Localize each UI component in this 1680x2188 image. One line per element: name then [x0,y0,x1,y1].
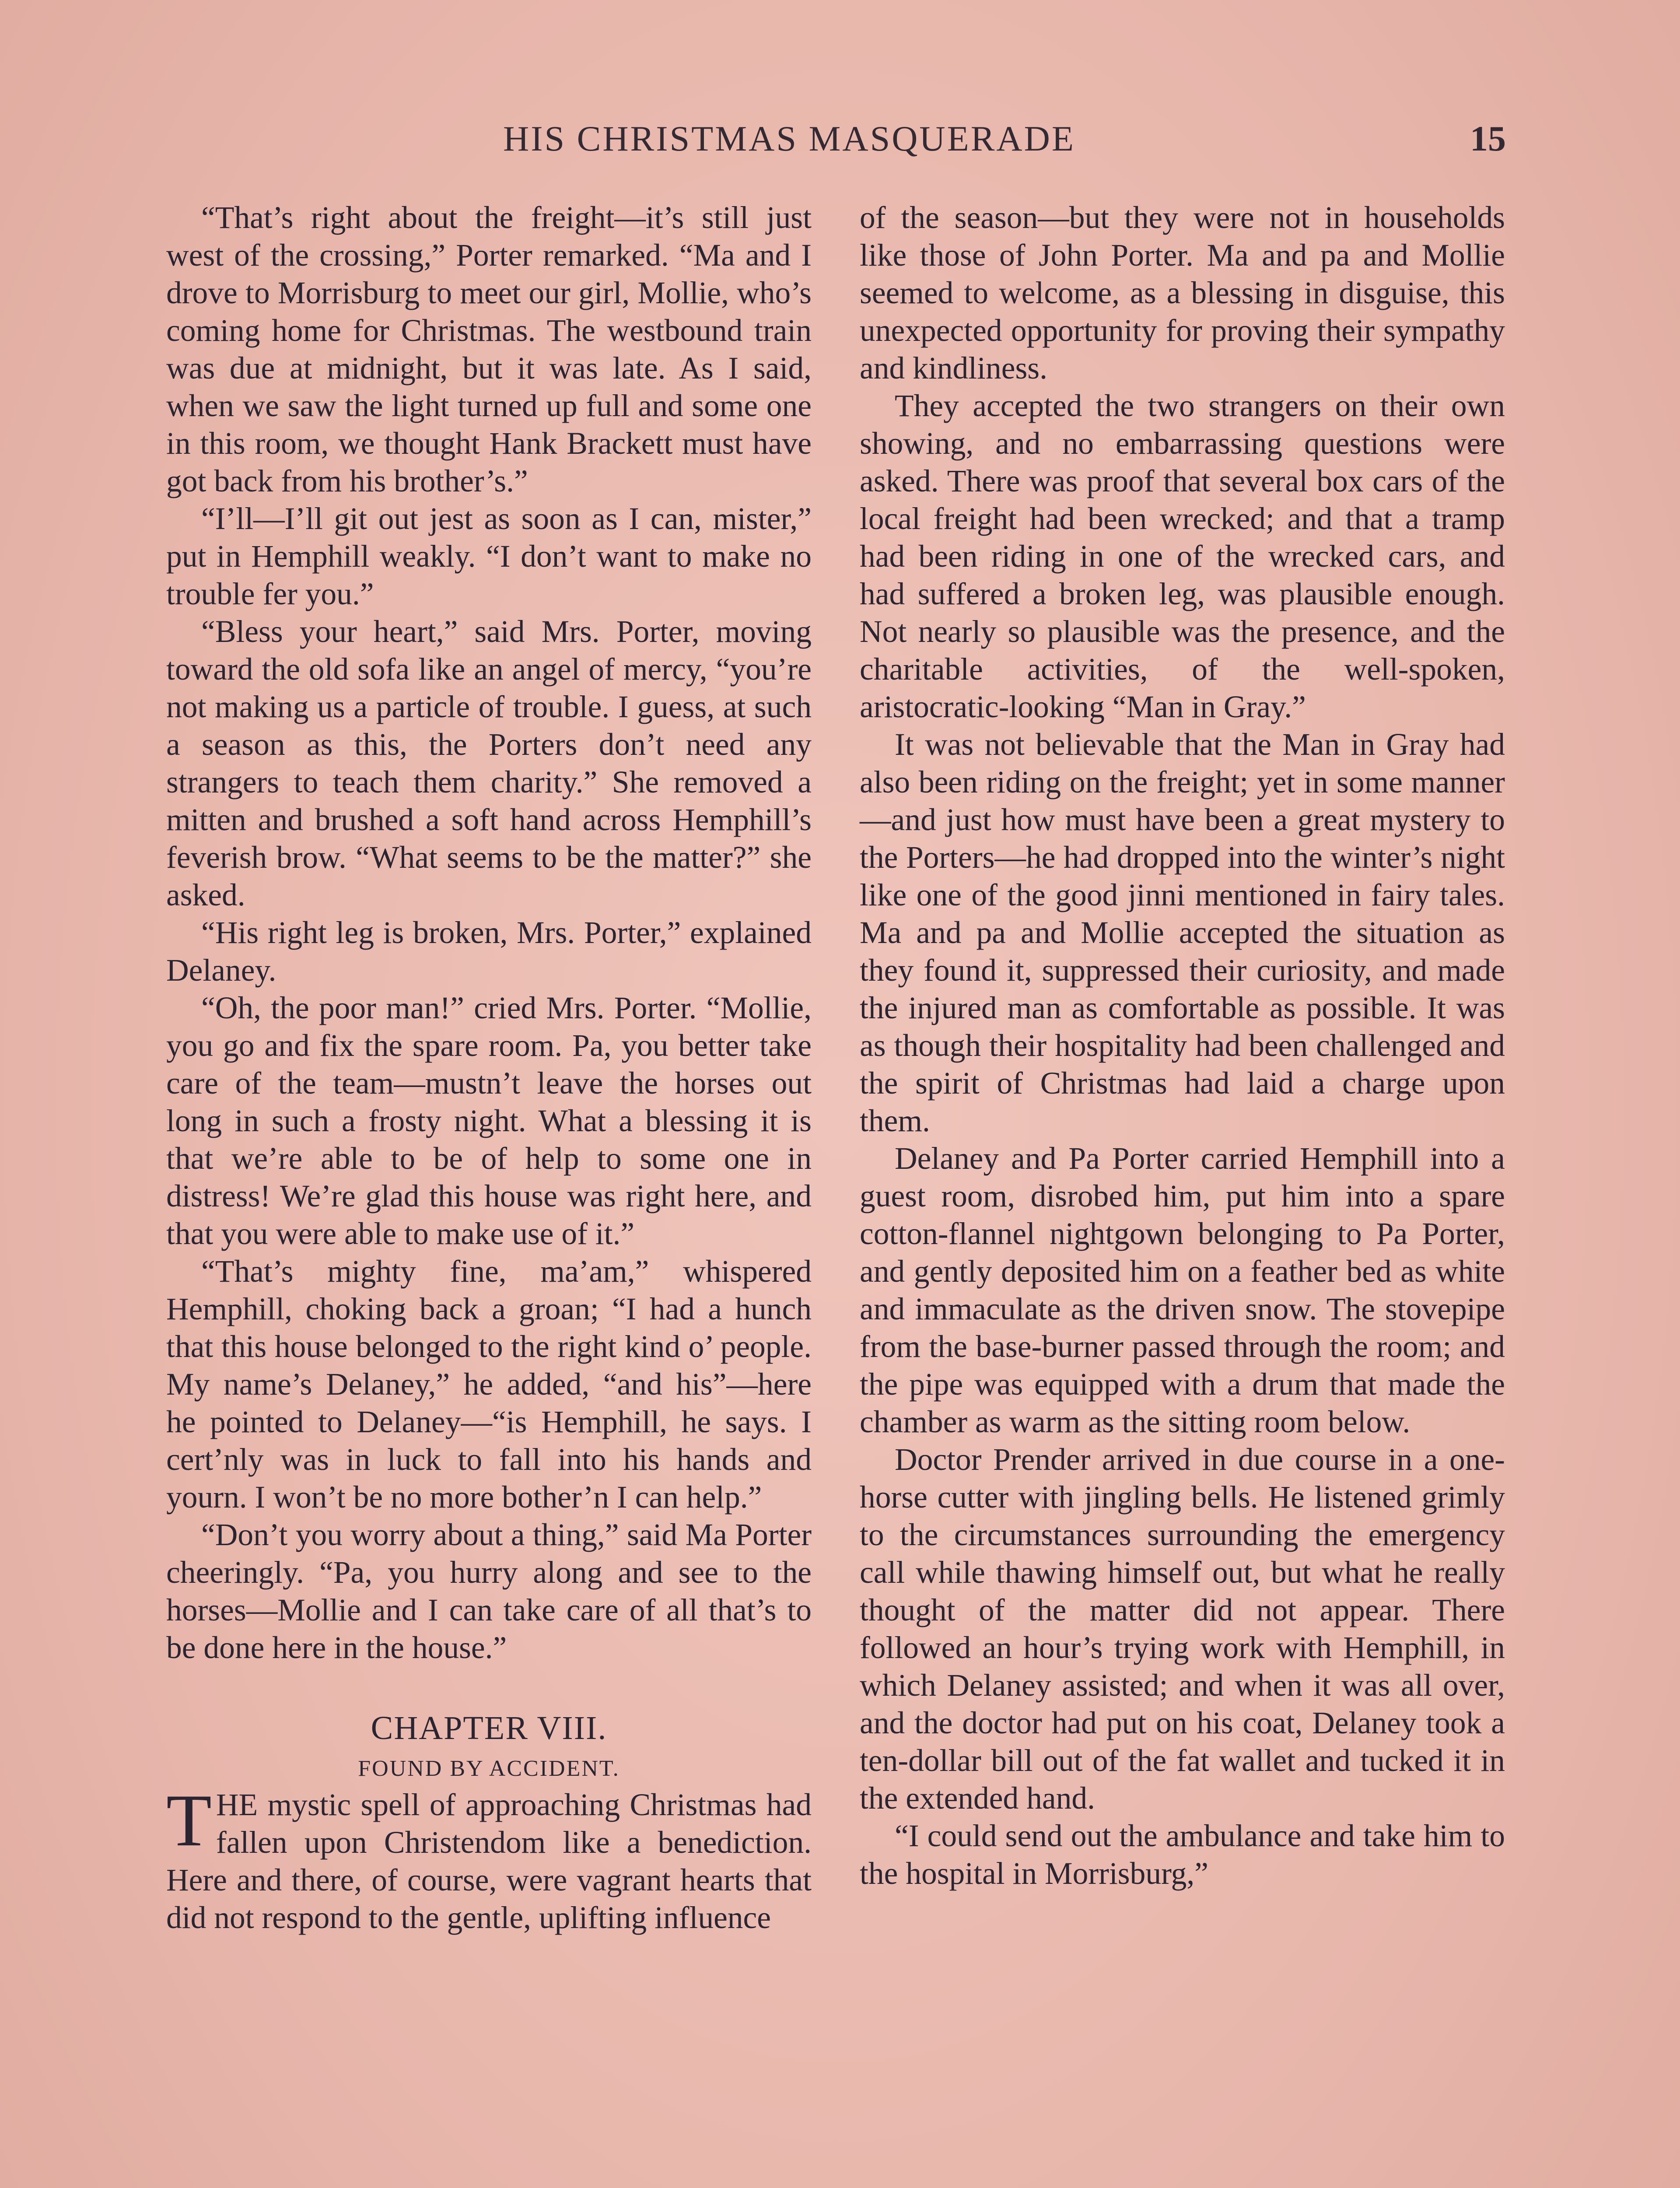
paragraph: “That’s right about the freight—it’s still just west of the crossing,” Porter remarked. “Ma and I drove to Morrisburg to meet our girl, Mollie, who’s coming home for Christmas. The westbound train was due at midnight, but it was late. As I said, when we saw the light turned up full and some one in this room, we thought Hank Brackett must have got back from his brother’s.” [166,200,812,498]
left-column [166,199,812,1937]
paragraph: “Oh, the poor man!” cried Mrs. Porter. “Mollie, you go and fix the spare room. Pa, you better take care of the team—mustn’t leave the horses out long in such a frosty night. What a blessing it is that we’re able to be of help to some one in distress! We’re glad this house was right here, and that you were able to make use of it.” [166,991,812,1251]
right-column [860,199,1505,1893]
drop-cap: T [166,1779,212,1862]
chapter-title: CHAPTER VIII. [371,1710,607,1746]
paragraph: Doctor Prender arrived in due course in a one-horse cutter with jingling bells. He listened grimly to the circumstances surrounding the emergency call while thawing himself out, but what he really thought of the matter did not appear. There followed an hour’s trying work with Hemphill, in which Delaney assisted; and when it was all over, and the doctor had put on his coat, Delaney took a ten-dollar bill out of the fat wallet and tucked it in the extended hand. [860,1442,1505,1816]
paragraph: They accepted the two strangers on their own showing, and no embarrassing questions were asked. There was proof that several box cars of the local freight had been wrecked; and that a tramp had been riding in one of the wrecked cars, and had suffered a broken leg, was plausible enough. Not nearly so plausible was the presence, and the charitable activities, of the well-spoken, aristocratic-looking “Man in Gray.” [860,389,1505,724]
paragraph: Delaney and Pa Porter carried Hemphill into a guest room, disrobed him, put him into a spare cotton-flannel nightgown belonging to Pa Porter, and gently deposited him on a feather bed as white and immaculate as the driven snow. The stovepipe from the base-burner passed through the room; and the pipe was equipped with a drum that made the chamber as warm as the sitting room below. [860,1141,1505,1439]
paragraph: “His right leg is broken, Mrs. Porter,” explained Delaney. [166,915,812,988]
paragraph: of the season—but they were not in households like those of John Porter. Ma and pa and Mollie seemed to welcome, as a blessing in disguise, this unexpected opportunity for proving their sympathy and kindliness. [860,200,1505,386]
chapter-subtitle: FOUND BY ACCIDENT. [358,1756,620,1781]
chapter-opening-text: HE mystic spell of approaching Christmas had fallen upon Christendom like a benediction. Here and there, of course, were vagrant hearts that did not respond to the gentle, uplifting influence [166,1788,812,1935]
paragraph: “Bless your heart,” said Mrs. Porter, moving toward the old sofa like an angel of mercy, “you’re not making us a particle of trouble. I guess, at such a season as this, the Porters don’t need any strangers to teach them charity.” She removed a mitten and brushed a soft hand across Hemphill’s feverish brow. “What seems to be the matter?” she asked. [166,614,812,912]
chapter-opening-paragraph [166,1779,812,1937]
page-number: 15 [1470,119,1506,158]
paragraph: “I could send out the ambulance and take him to the hospital in Morrisburg,” [860,1819,1505,1891]
paragraph: It was not believable that the Man in Gray had also been riding on the freight; yet in some manner—and just how must have been a great mystery to the Porters—he had dropped into the winter’s night like one of the good jinni mentioned in fairy tales. Ma and pa and Mollie accepted the situation as they found it, suppressed their curiosity, and made the injured man as comfortable as possible. It was as though their hospitality had been challenged and the spirit of Christmas had laid a charge upon them. [860,727,1505,1138]
paragraph: “I’ll—I’ll git out jest as soon as I can, mister,” put in Hemphill weakly. “I don’t want to make no trouble fer you.” [166,501,812,611]
running-head: HIS CHRISTMAS MASQUERADE [503,119,1075,158]
paragraph: “That’s mighty fine, ma’am,” whispered Hemphill, choking back a groan; “I had a hunch that this house belonged to the right kind o’ people. My name’s Delaney,” he added, “and his”—here he pointed to Delaney—“is Hemphill, he says. I cert’nly was in luck to fall into his hands and yourn. I won’t be no more bother’n I can help.” [166,1254,812,1515]
paragraph: “Don’t you worry about a thing,” said Ma Porter cheeringly. “Pa, you hurry along and see to the horses—Mollie and I can take care of all that’s to be done here in the house.” [166,1518,812,1665]
